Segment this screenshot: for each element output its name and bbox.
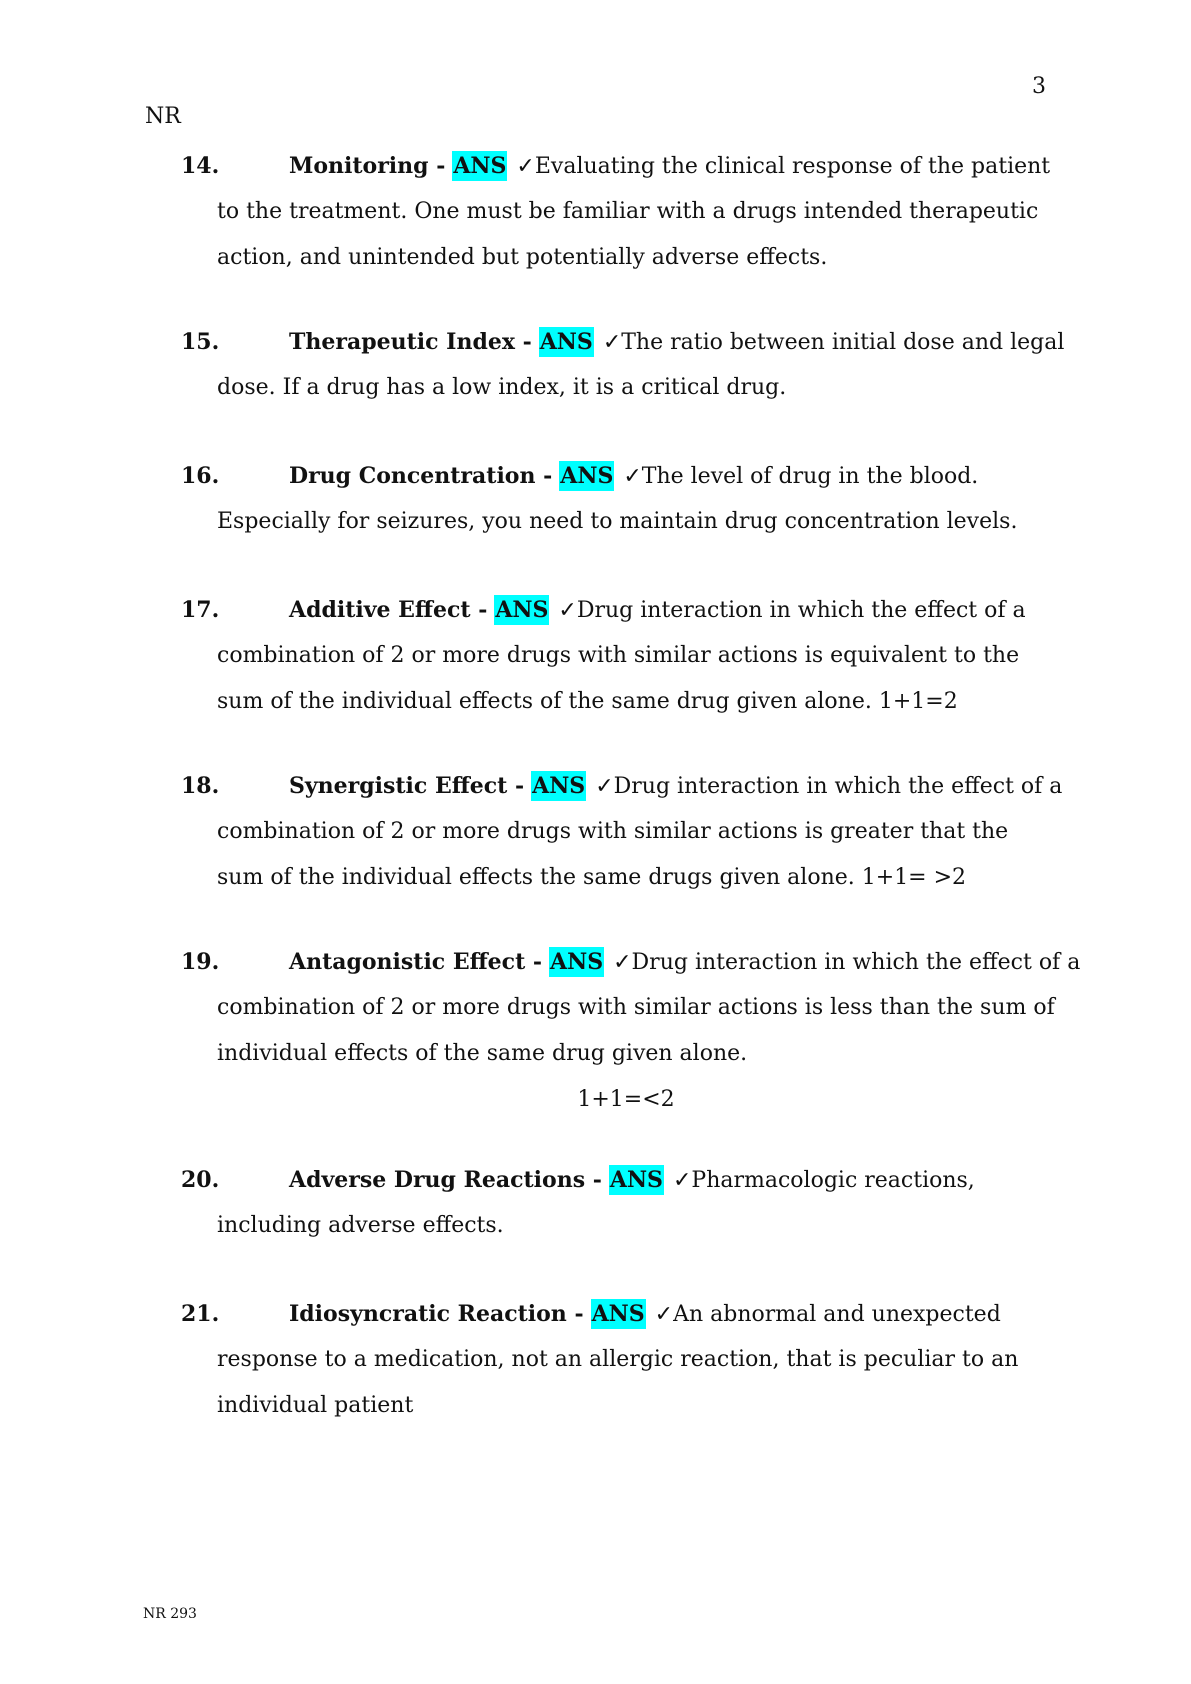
ans-label: ANS	[560, 463, 614, 489]
entry-definition-start: Evaluating the clinical response of the patient	[534, 154, 1051, 179]
entry-definition-line: individual effects of the same drug given alone.	[217, 1041, 748, 1066]
entry-definition-line: sum of the individual effects the same drugs given alone. 1+1= >2	[217, 865, 967, 890]
entry-number: 19.	[181, 949, 220, 975]
ans-label: ANS	[591, 1301, 645, 1327]
entry-definition-line: Especially for seizures, you need to maintain drug concentration levels.	[217, 509, 1018, 534]
ans-label: ANS	[532, 773, 586, 799]
check-icon: ✓	[623, 464, 642, 489]
entry-term: Idiosyncratic Reaction -	[289, 1301, 584, 1327]
header-label: NR	[145, 104, 181, 129]
entry-definition-start: Pharmacologic reactions,	[691, 1168, 975, 1193]
entry-definition-start: Drug interaction in which the effect of a	[631, 950, 1081, 975]
entry-definition-start: Drug interaction in which the effect of a	[576, 598, 1026, 623]
entry-formula: 1+1=<2	[577, 1087, 675, 1112]
entry-term: Therapeutic Index -	[289, 329, 532, 355]
entry-definition-line: combination of 2 or more drugs with similar actions is less than the sum of	[217, 995, 1055, 1020]
page-number: 3	[1032, 74, 1046, 99]
entry-definition-start: Drug interaction in which the effect of a	[613, 774, 1063, 799]
entry-19	[181, 939, 1081, 1123]
footer-label: NR 293	[143, 1606, 197, 1622]
entry-20	[181, 1157, 1061, 1249]
ans-label: ANS	[539, 329, 593, 355]
ans-label: ANS	[453, 153, 507, 179]
entry-definition-start: The ratio between initial dose and legal	[621, 330, 1065, 355]
ans-label: ANS	[550, 949, 604, 975]
entry-definition-line: combination of 2 or more drugs with similar actions is equivalent to the	[217, 643, 1020, 668]
entry-definition-line: individual patient	[217, 1393, 414, 1418]
entry-16	[181, 453, 1061, 545]
entry-number: 17.	[181, 597, 220, 623]
entry-definition-start: The level of drug in the blood.	[641, 464, 979, 489]
entry-term: Additive Effect -	[289, 597, 488, 623]
entry-term: Antagonistic Effect -	[289, 949, 543, 975]
entry-definition-line: combination of 2 or more drugs with similar actions is greater that the	[217, 819, 1009, 844]
entry-definition-line: sum of the individual effects of the same drug given alone. 1+1=2	[217, 689, 958, 714]
entry-17	[181, 587, 1061, 725]
entry-21	[181, 1291, 1061, 1429]
entry-term: Monitoring -	[289, 153, 446, 179]
entry-15	[181, 319, 1065, 411]
check-icon: ✓	[516, 154, 535, 179]
check-icon: ✓	[672, 1168, 692, 1193]
entry-term: Synergistic Effect -	[289, 773, 525, 799]
ans-label: ANS	[609, 1167, 663, 1193]
check-icon: ✓	[613, 950, 632, 975]
entry-term: Adverse Drug Reactions -	[289, 1167, 602, 1193]
entry-definition-line: including adverse effects.	[217, 1213, 504, 1238]
entry-18	[181, 763, 1061, 901]
entry-definition-line: response to a medication, not an allergic reaction, that is peculiar to an	[217, 1347, 1019, 1372]
entry-14	[181, 143, 1061, 281]
entry-number: 14.	[181, 153, 220, 179]
entry-number: 16.	[181, 463, 220, 489]
entry-number: 15.	[181, 329, 220, 355]
entry-definition-line: dose. If a drug has a low index, it is a critical drug.	[217, 375, 787, 400]
entry-number: 21.	[181, 1301, 220, 1327]
entry-definition-line: to the treatment. One must be familiar with a drugs intended therapeutic	[217, 199, 1039, 224]
entry-number: 20.	[181, 1167, 220, 1193]
entry-term: Drug Concentration -	[289, 463, 553, 489]
entry-number: 18.	[181, 773, 220, 799]
entry-definition-line: action, and unintended but potentially adverse effects.	[217, 245, 828, 270]
check-icon: ✓	[595, 774, 614, 799]
entry-definition-start: An abnormal and unexpected	[673, 1302, 1001, 1327]
check-icon: ✓	[654, 1302, 674, 1327]
ans-label: ANS	[495, 597, 549, 623]
check-icon: ✓	[602, 330, 622, 355]
check-icon: ✓	[558, 598, 577, 623]
